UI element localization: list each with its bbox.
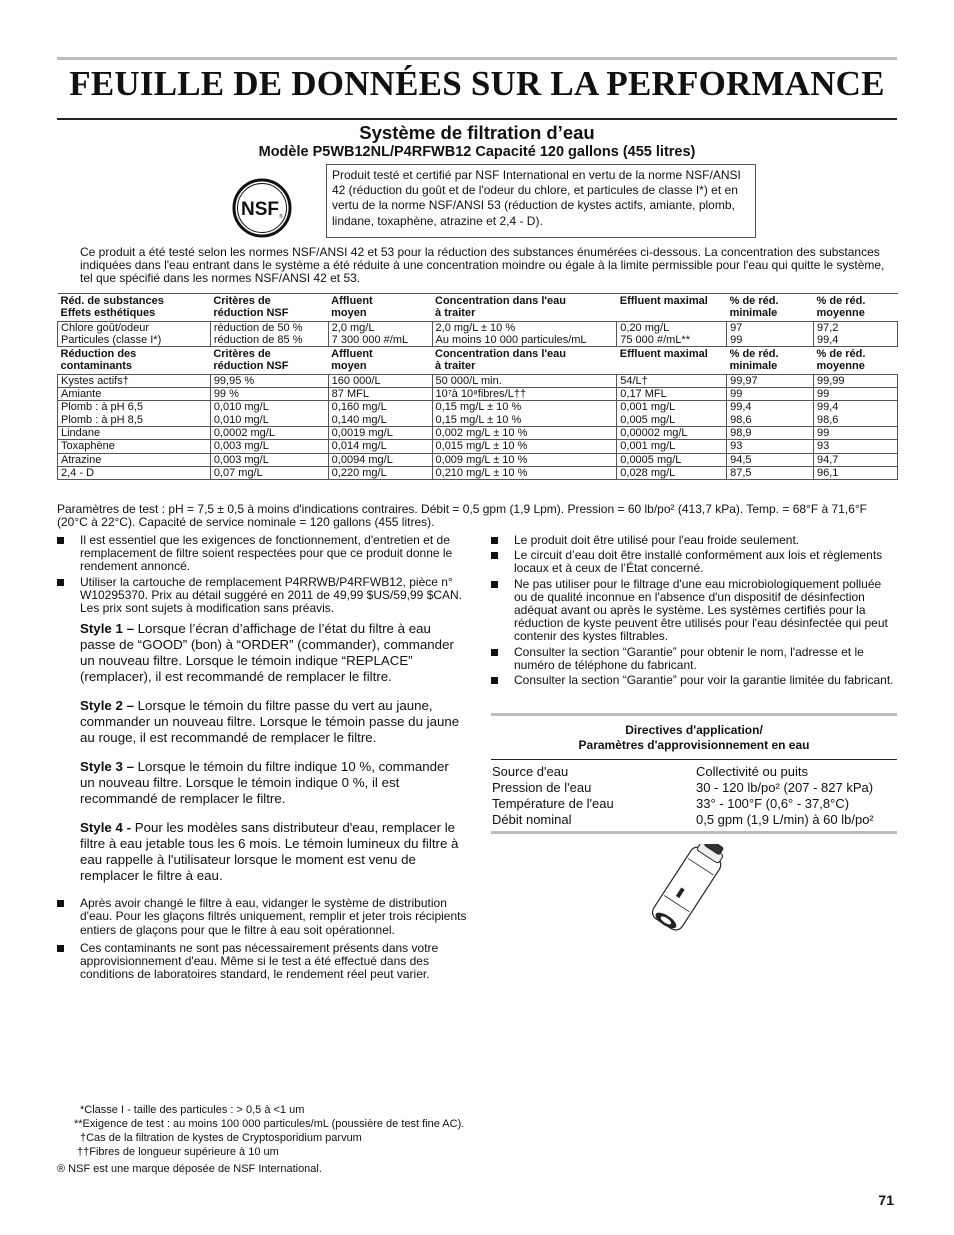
- table-header-row: [58, 294, 898, 322]
- table-row: [58, 388, 898, 401]
- table-cell: Plomb : à pH 6,5 Plomb : à pH 8,5: [58, 401, 211, 427]
- table-header-row: [58, 347, 898, 375]
- table-cell: 99,4 98,6: [727, 401, 814, 427]
- table-cell: 0,001 mg/L: [617, 440, 727, 453]
- table-cell: Lindane: [58, 426, 211, 439]
- table-cell: 0,0002 mg/L: [210, 426, 328, 439]
- table-row: [58, 401, 898, 427]
- table-header-cell: Affluent moyen: [328, 294, 432, 322]
- table-row: [58, 321, 898, 347]
- table-cell: 54/L†: [617, 374, 727, 387]
- table-cell: 96,1: [814, 466, 898, 479]
- table-cell: 0,001 mg/L 0,005 mg/L: [617, 401, 727, 427]
- right-column: [491, 534, 897, 689]
- table-cell: 87,5: [727, 466, 814, 479]
- test-parameters: Paramètres de test : pH = 7,5 ± 0,5 à moins d'indications contraires. Débit = 0,5 gpm (1,9 Lpm). Pression = 60 lb/po² (413,7 kPa). Temp. = 68°F à 71,6°F (20°C à 22°C). Capacité de service nominale = 120 gallons (455 litres).: [57, 502, 867, 530]
- directive-row: Débit nominal 0,5 gpm (1,9 L/min) à 60 lb/po²: [492, 812, 874, 827]
- table-cell: 0,010 mg/L 0,010 mg/L: [210, 401, 328, 427]
- table-cell: 0,07 mg/L: [210, 466, 328, 479]
- table-cell: 0,15 mg/L ± 10 % 0,15 mg/L ± 10 %: [432, 401, 617, 427]
- table-cell: 94,7: [814, 453, 898, 466]
- footnote: **Exigence de test : au moins 100 000 particules/mL (poussière de test fine AC).: [74, 1118, 465, 1130]
- table-cell: 94,5: [727, 453, 814, 466]
- intro-paragraph: Ce produit a été testé selon les normes NSF/ANSI 42 et 53 pour la réduction des substances énumérées ci-dessous. La concentration des substances indiquées dans l'eau entrant dans le système a été réduite à une concentration moindre ou égale à la limite permissible pour l'eau qui quitte le système, tel que spécifié dans les normes NSF/ANSI 42 et 53.: [80, 245, 885, 286]
- nsf-logo-icon: [232, 178, 292, 238]
- table-cell: 0,20 mg/L 75 000 #/mL**: [617, 321, 727, 347]
- table-header-cell: Réduction des contaminants: [58, 347, 211, 375]
- table-cell: 99: [814, 388, 898, 401]
- table-cell: 0,003 mg/L: [210, 440, 328, 453]
- page-title: FEUILLE DE DONNÉES SUR LA PERFORMANCE: [69, 64, 885, 103]
- list-item: Le produit doit être utilisé pour l'eau froide seulement.: [491, 534, 897, 547]
- footnote: *Classe I - taille des particules : > 0,5 à <1 um: [80, 1104, 305, 1116]
- table-cell: 93: [814, 440, 898, 453]
- list-item: Consulter la section “Garantie” pour obtenir le nom, l'adresse et le numéro de téléphone du fabricant.: [491, 646, 897, 672]
- table-cell: 0,028 mg/L: [617, 466, 727, 479]
- table-header-cell: Concentration dans l'eau à traiter: [432, 294, 617, 322]
- table-row: [58, 374, 898, 387]
- table-header-cell: Effluent maximal: [617, 347, 727, 375]
- list-item: Le circuit d’eau doit être installé conformément aux lois et règlements locaux et à ceux de l’État concerné.: [491, 549, 897, 575]
- table-header-cell: Critères de réduction NSF: [210, 294, 328, 322]
- table-cell: 2,0 mg/L 7 300 000 #/mL: [328, 321, 432, 347]
- directive-row: Température de l'eau 33° - 100°F (0,6° - 37,8°C): [492, 796, 850, 811]
- water-filter-cartridge-illustration: [640, 844, 750, 944]
- table-cell: Toxaphène: [58, 440, 211, 453]
- table-row: [58, 440, 898, 453]
- table-cell: 99,97: [727, 374, 814, 387]
- table-header-cell: Réd. de substances Effets esthétiques: [58, 294, 211, 322]
- table-row: [58, 426, 898, 439]
- trademark-note: ® NSF est une marque déposée de NSF International.: [57, 1163, 322, 1175]
- table-cell: 2,4 - D: [58, 466, 211, 479]
- table-header-cell: Affluent moyen: [328, 347, 432, 375]
- title-rule: [57, 118, 897, 120]
- table-cell: 2,0 mg/L ± 10 % Au moins 10 000 particules/mL: [432, 321, 617, 347]
- footnote: †Cas de la filtration de kystes de Cryptosporidium parvum: [80, 1132, 362, 1144]
- table-cell: 0,220 mg/L: [328, 466, 432, 479]
- table-cell: 93: [727, 440, 814, 453]
- table-header-cell: Critères de réduction NSF: [210, 347, 328, 375]
- table-cell: 0,009 mg/L ± 10 %: [432, 453, 617, 466]
- table-header-cell: Concentration dans l'eau à traiter: [432, 347, 617, 375]
- table-cell: 0,17 MFL: [617, 388, 727, 401]
- table-header-cell: Effluent maximal: [617, 294, 727, 322]
- top-rule: [57, 57, 897, 60]
- table-header-cell: % de réd. minimale: [727, 347, 814, 375]
- table-cell: 0,210 mg/L ± 10 %: [432, 466, 617, 479]
- application-directives-box: [491, 713, 897, 834]
- table-cell: 87 MFL: [328, 388, 432, 401]
- list-item: Consulter la section “Garantie” pour voir la garantie limitée du fabricant.: [491, 674, 897, 687]
- certification-box: Produit testé et certifié par NSF International en vertu de la norme NSF/ANSI 42 (réduction du goût et de l'odeur du chlore, et particules de classe I*) et en vertu de la norme NSF/ANSI 53 (réduction de kystes actifs, amiante, plomb, lindane, toxaphène, atrazine et 2,4 - D).: [326, 164, 756, 238]
- table-cell: 0,00002 mg/L: [617, 426, 727, 439]
- table-row: [58, 453, 898, 466]
- svg-text:®: ®: [279, 214, 283, 220]
- table-cell: 0,015 mg/L ± 10 %: [432, 440, 617, 453]
- table-cell: 97 99: [727, 321, 814, 347]
- list-item: Après avoir changé le filtre à eau, vidanger le système de distribution d'eau. Pour les glaçons filtrés uniquement, remplir et jeter trois récipients entiers de glaçons pour que le filtre à eau soit opérationnel.: [57, 897, 467, 937]
- table-cell: 50 000/L min.: [432, 374, 617, 387]
- footnote: ††Fibres de longueur supérieure à 10 um: [77, 1146, 279, 1158]
- list-item: Il est essentiel que les exigences de fonctionnement, d'entretien et de remplacement de filtre soient respectées pour que ce produit donne le rendement annoncé.: [57, 534, 467, 574]
- style-3-note: Style 3 – Lorsque le témoin du filtre indique 10 %, commander un nouveau filtre. Lorsque le témoin indique 0 %, il est recommandé de remplacer le filtre.: [80, 759, 449, 807]
- style-2-note: Style 2 – Lorsque le témoin du filtre passe du vert au jaune, commander un nouveau filtre. Lorsque le témoin passe du jaune au rouge, il est recommandé de remplacer le filtre.: [80, 698, 460, 746]
- table-row: [58, 466, 898, 479]
- table-header-cell: % de réd. minimale: [727, 294, 814, 322]
- table-cell: Kystes actifs†: [58, 374, 211, 387]
- table-cell: 160 000/L: [328, 374, 432, 387]
- table-cell: 0,003 mg/L: [210, 453, 328, 466]
- table-cell: 0,014 mg/L: [328, 440, 432, 453]
- performance-table: [57, 293, 898, 480]
- nsf-logo-text: NSF: [241, 199, 279, 220]
- table-cell: 99,4 98,6: [814, 401, 898, 427]
- table-cell: Atrazine: [58, 453, 211, 466]
- table-cell: réduction de 50 % réduction de 85 %: [210, 321, 328, 347]
- table-cell: 0,160 mg/L 0,140 mg/L: [328, 401, 432, 427]
- list-item: Utiliser la cartouche de remplacement P4RRWB/P4RFWB12, pièce n° W10295370. Prix au détail suggéré en 2011 de 49,99 $US/59,99 $CAN. Les prix sont sujets à modification sans préavis.: [57, 576, 467, 616]
- table-header-cell: % de réd. moyenne: [814, 294, 898, 322]
- directives-heading: Directives d'application/ Paramètres d'approvisionnement en eau: [491, 716, 897, 760]
- table-cell: 0,0005 mg/L: [617, 453, 727, 466]
- table-cell: 98,9: [727, 426, 814, 439]
- section-title: Système de filtration d’eau: [359, 122, 595, 143]
- table-cell: Amiante: [58, 388, 211, 401]
- table-cell: 99 %: [210, 388, 328, 401]
- table-cell: 0,0094 mg/L: [328, 453, 432, 466]
- table-cell: 0,002 mg/L ± 10 %: [432, 426, 617, 439]
- table-cell: 99: [727, 388, 814, 401]
- left-column: [57, 534, 467, 983]
- style-4-note: Style 4 - Pour les modèles sans distributeur d'eau, remplacer le filtre à eau jetable tous les 6 mois. Le témoin lumineux du filtre à eau rappelle à l'utilisateur lorsque le moment est venu de remplacer le filtre à eau.: [80, 820, 459, 884]
- list-item: Ces contaminants ne sont pas nécessairement présents dans votre approvisionnement d'eau. Même si le test a été effectué dans des conditions de laboratoires standard, le rendement réel peut varier.: [57, 942, 467, 982]
- list-item: Ne pas utiliser pour le filtrage d'une eau microbiologiquement polluée ou de qualité inconnue en l'absence d'un dispositif de désinfection adéquat avant ou après le système. Les systèmes certifiés pour la réduction de kyste peuvent être utilisés pour l'eau désinfectée qui peut contenir des kystes filtrables.: [491, 578, 897, 644]
- directive-row: Source d'eau Collectivité ou puits: [492, 764, 808, 779]
- page-number: 71: [878, 1192, 894, 1208]
- table-header-cell: % de réd. moyenne: [814, 347, 898, 375]
- table-cell: 97,2 99,4: [814, 321, 898, 347]
- table-cell: Chlore goût/odeur Particules (classe I*): [58, 321, 211, 347]
- table-cell: 99: [814, 426, 898, 439]
- table-cell: 99,99: [814, 374, 898, 387]
- table-cell: 99,95 %: [210, 374, 328, 387]
- model-line: Modèle P5WB12NL/P4RFWB12 Capacité 120 gallons (455 litres): [258, 144, 696, 160]
- style-1-note: Style 1 – Lorsque l’écran d’affichage de l’état du filtre à eau passe de “GOOD” (bon) à “ORDER” (commander), commander un nouveau filtre. Lorsque le témoin indique “REPLACE” (remplacer), il est recommandé de remplacer le filtre.: [80, 621, 454, 685]
- table-cell: 10⁷à 10⁸fibres/L††: [432, 388, 617, 401]
- table-cell: 0,0019 mg/L: [328, 426, 432, 439]
- directive-row: Pression de l'eau 30 - 120 lb/po² (207 - 827 kPa): [492, 780, 874, 795]
